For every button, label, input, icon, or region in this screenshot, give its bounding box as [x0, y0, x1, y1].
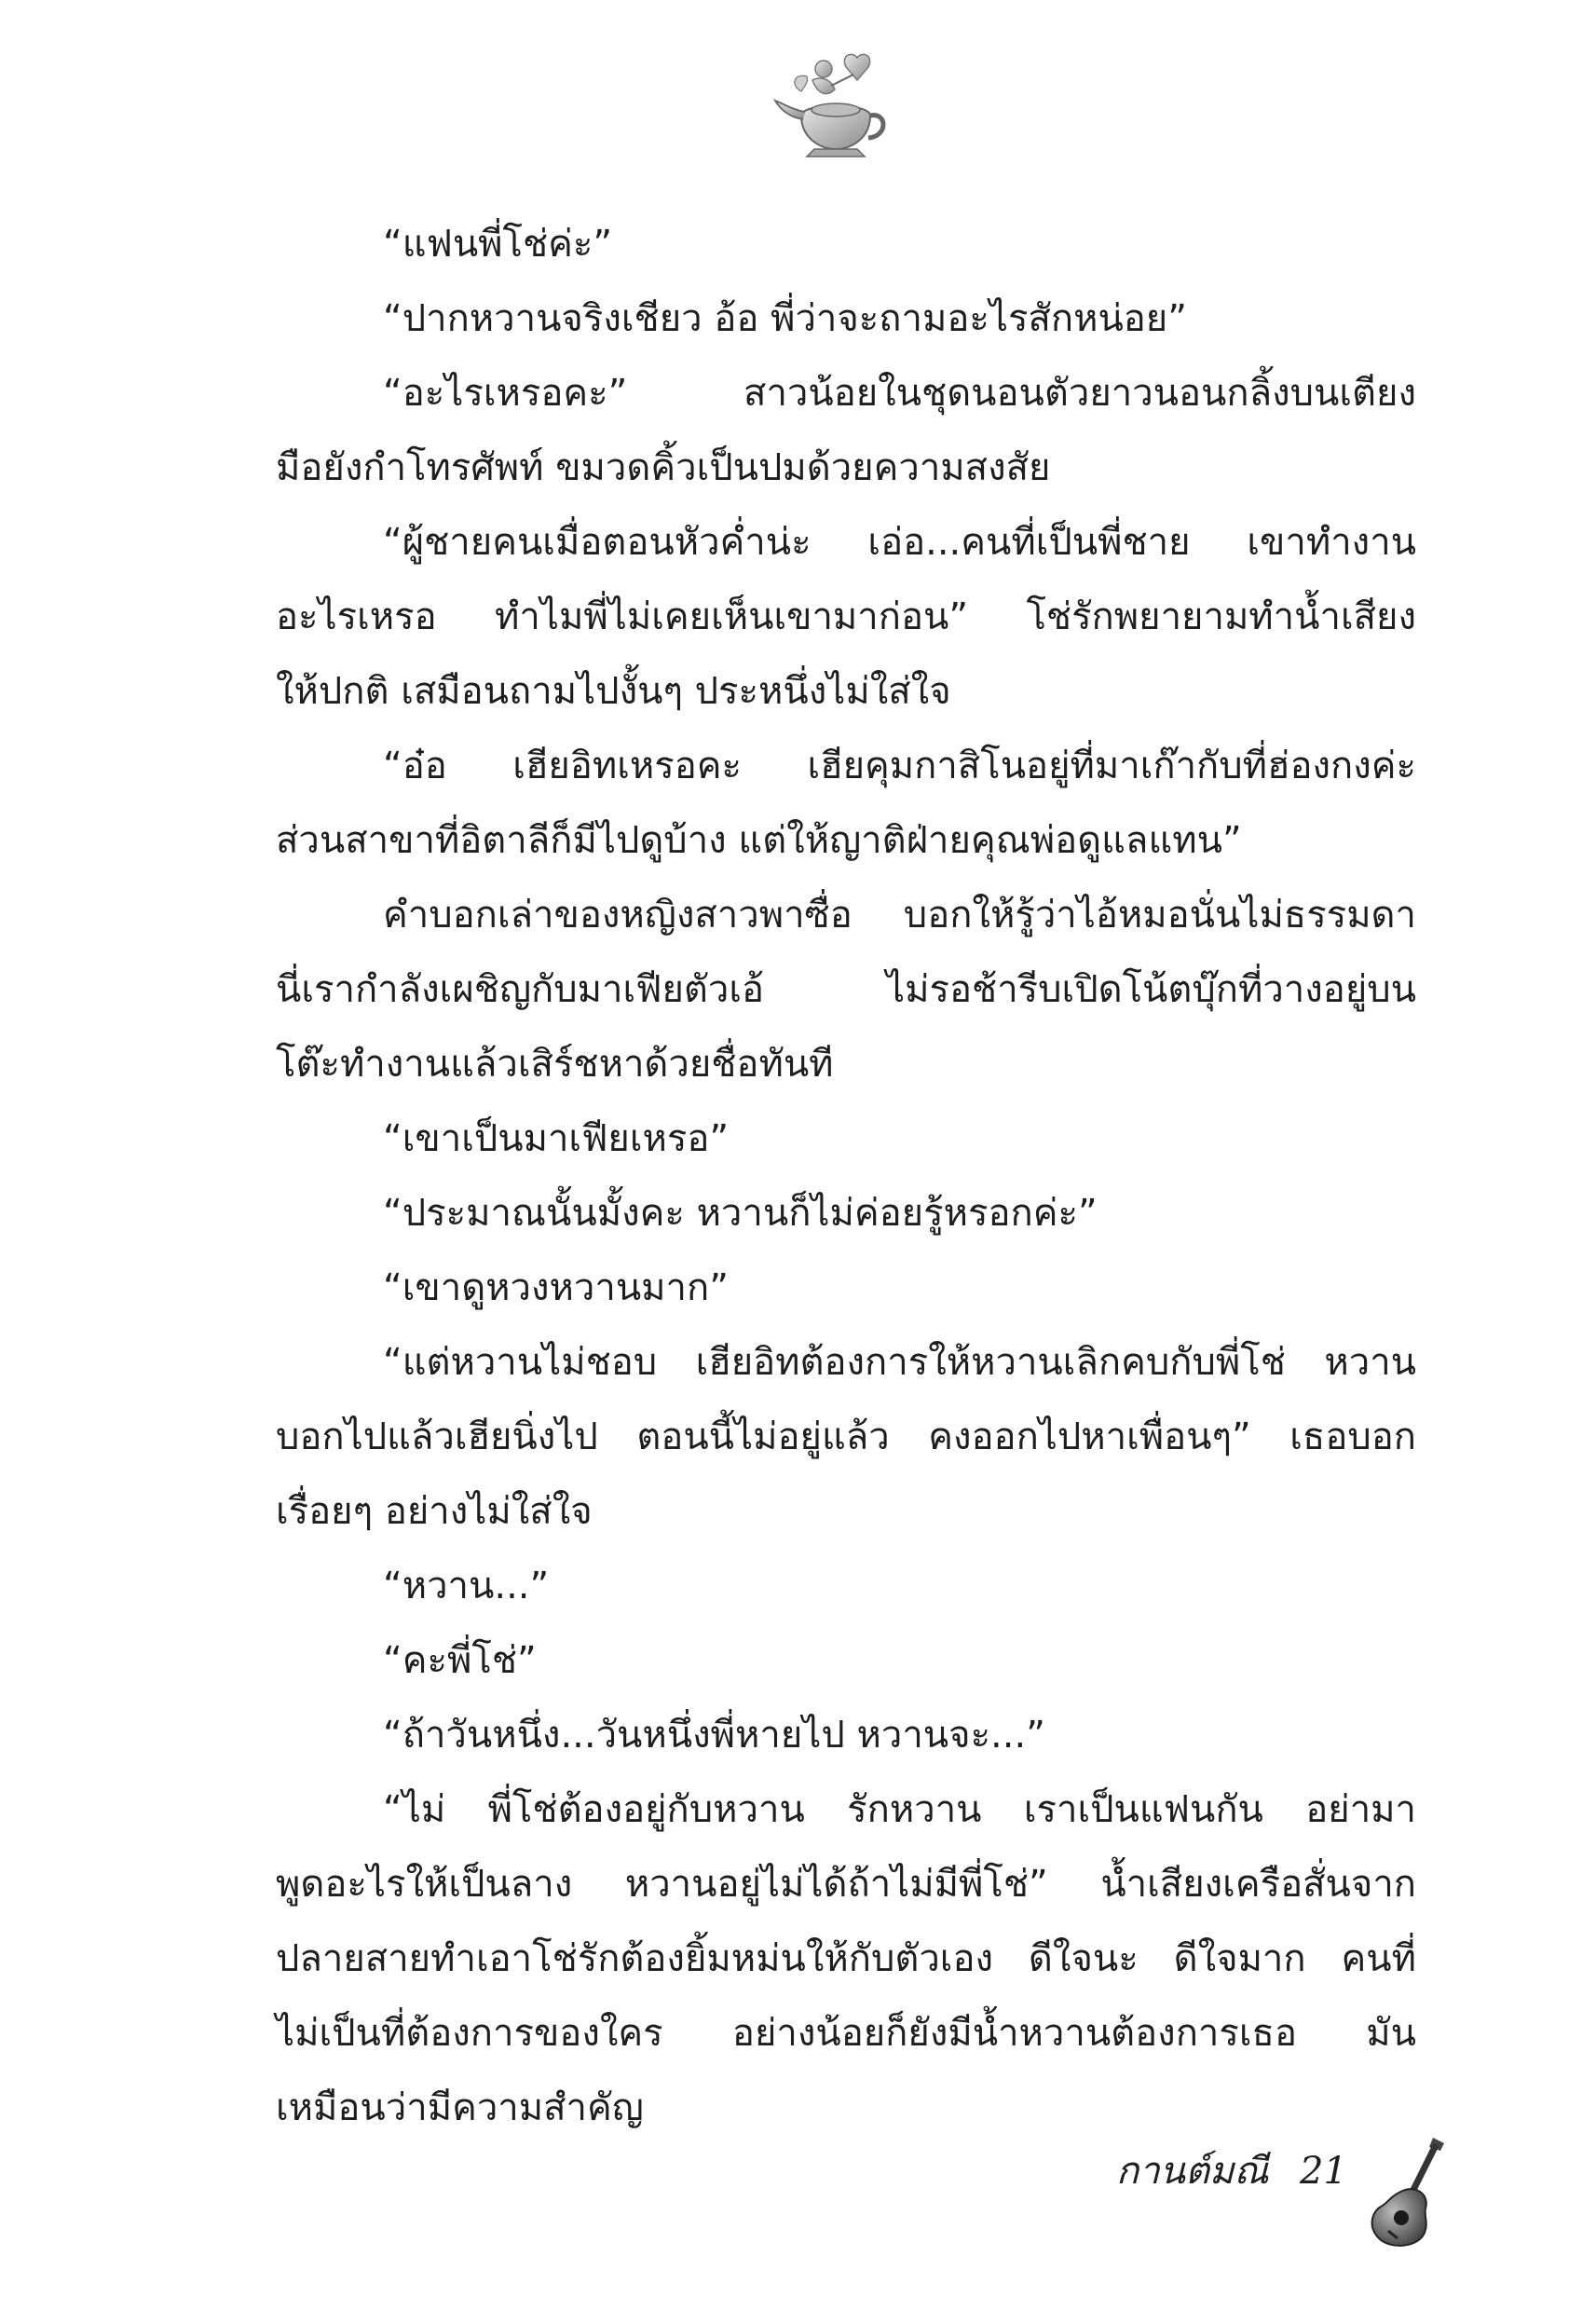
- guitar-icon: [1360, 2134, 1453, 2250]
- text-line: ส่วนสาขาที่อิตาลีก็มีไปดูบ้าง แต่ให้ญาติฝ่ายคุณพ่อดูแลแทน”: [276, 819, 1242, 862]
- text-line: “คะพี่โช่”: [383, 1639, 537, 1682]
- text-line: “หวาน...”: [383, 1565, 550, 1607]
- text-line: “เขาดูหวงหวานมาก”: [383, 1266, 729, 1309]
- text-line: อะไรเหรอ ทำไมพี่ไม่เคยเห็นเขามาก่อน” โช่รักพยายามทำน้ำเสียง: [276, 595, 1416, 638]
- text-line: “แต่หวานไม่ชอบ เฮียอิทต้องการให้หวานเลิกคบกับพี่โช่ หวาน: [383, 1341, 1416, 1384]
- text-line: ให้ปกติ เสมือนถามไปงั้นๆ ประหนึ่งไม่ใส่ใจ: [276, 670, 951, 713]
- text-line: “ประมาณนั้นมั้งคะ หวานก็ไม่ค่อยรู้หรอกค่ะ”: [383, 1192, 1098, 1235]
- text-line: พูดอะไรให้เป็นลาง หวานอยู่ไม่ได้ถ้าไม่มีพี่โช่” น้ำเสียงเครือสั่นจาก: [276, 1863, 1416, 1906]
- text-line: ไม่เป็นที่ต้องการของใคร อย่างน้อยก็ยังมีน้ำหวานต้องการเธอ มัน: [276, 2012, 1416, 2055]
- text-line: “เขาเป็นมาเฟียเหรอ”: [383, 1117, 730, 1160]
- text-line: “อะไรเหรอคะ” สาวน้อยในชุดนอนตัวยาวนอนกลิ้งบนเตียง: [383, 372, 1416, 415]
- text-line: “ปากหวานจริงเชียว อ้อ พี่ว่าจะถามอะไรสักหน่อย”: [383, 297, 1187, 340]
- text-line: เรื่อยๆ อย่างไม่ใส่ใจ: [276, 1490, 593, 1533]
- page-number: 21: [1300, 2150, 1347, 2193]
- footer-book-title: กานต์มณี: [1116, 2150, 1269, 2193]
- teapot-cupid-icon: [766, 48, 906, 170]
- text-line: “ไม่ พี่โช่ต้องอยู่กับหวาน รักหวาน เราเป็นแฟนกัน อย่ามา: [383, 1788, 1416, 1831]
- text-line: “อ๋อ เฮียอิทเหรอคะ เฮียคุมกาสิโนอยู่ที่มาเก๊ากับที่ฮ่องกงค่ะ: [383, 745, 1416, 787]
- text-line: โต๊ะทำงานแล้วเสิร์ชหาด้วยชื่อทันที: [276, 1043, 834, 1086]
- text-line: มือยังกำโทรศัพท์ ขมวดคิ้วเป็นปมด้วยความสงสัย: [276, 446, 1051, 489]
- text-line: “ถ้าวันหนึ่ง...วันหนึ่งพี่หายไป หวานจะ...”: [383, 1714, 1045, 1757]
- text-line: “ผู้ชายคนเมื่อตอนหัวค่ำน่ะ เอ่อ...คนที่เป็นพี่ชาย เขาทำงาน: [383, 521, 1416, 564]
- text-line: บอกไปแล้วเฮียนิ่งไป ตอนนี้ไม่อยู่แล้ว คงออกไปหาเพื่อนๆ” เธอบอก: [276, 1415, 1416, 1458]
- text-line: “แฟนพี่โช่ค่ะ”: [383, 223, 613, 266]
- text-line: นี่เรากำลังเผชิญกับมาเฟียตัวเอ้ ไม่รอช้ารีบเปิดโน้ตบุ๊กที่วางอยู่บน: [276, 968, 1416, 1011]
- text-line: เหมือนว่ามีความสำคัญ: [276, 2086, 644, 2129]
- text-line: ปลายสายทำเอาโช่รักต้องยิ้มหม่นให้กับตัวเอง ดีใจนะ ดีใจมาก คนที่: [276, 1937, 1416, 1980]
- text-line: คำบอกเล่าของหญิงสาวพาซื่อ บอกให้รู้ว่าไอ้หมอนั่นไม่ธรรมดา: [383, 894, 1416, 937]
